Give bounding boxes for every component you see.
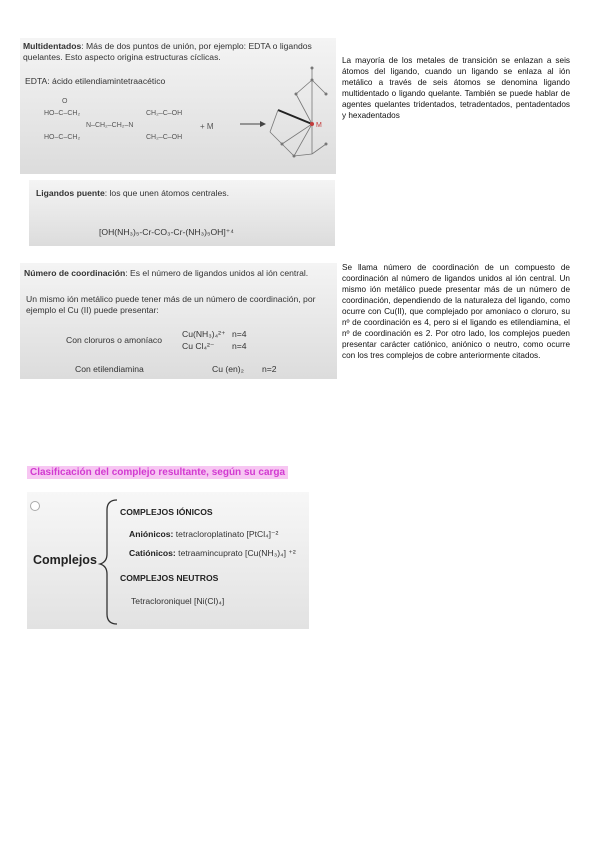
plus-metal: + M [200,122,214,131]
cationic-term: Catiónicos: [129,548,176,558]
coordination-number-panel [20,263,337,379]
row1-n-a: n=4 [232,329,247,339]
coordination-definition [24,268,308,279]
ionic-header: COMPLEJOS IÓNICOS [120,507,213,517]
row1-formula-b: Cu Cl₄²⁻ [182,341,215,351]
coordination-line2: Un mismo ión metálico puede tener más de un número de coordinación, por [26,294,316,304]
row1-label: Con cloruros o amoníaco [66,335,163,345]
multidentate-panel [20,38,336,174]
row2-label: Con etilendiamina [75,364,144,374]
anionic-item [129,529,278,540]
multidentate-description: La mayoría de los metales de transición se enlazan a seis átomos del ligando, cuando un ligando se enlaza al ión metálico a través de seis átomos se denomina ligando multidentado o ligando quelante. También se puede hablar de agentes quelantes tridentados, tetradentados, pentadentados y hexadentados [342,56,570,120]
coordination-text: : Es el número de ligandos unidos al ión central. [125,268,309,278]
row2-formula: Cu (en)₂ [212,364,244,374]
neutral-header: COMPLEJOS NEUTROS [120,573,219,583]
cationic-text: tetraamincuprato [Cu(NH₃)₄] ⁺² [175,548,296,558]
edta-right-arm-2: CH₂–C–OH [146,134,183,141]
multidentate-term: Multidentados [23,41,82,51]
chelate-complex-diagram [230,48,330,168]
anionic-text: tetracloroplatinato [PtCl₄]⁻² [173,529,279,539]
classification-title: Clasificación del complejo resultante, según su carga [27,466,288,479]
bullet-icon [30,501,40,511]
coordination-line3: ejemplo el Cu (II) puede presentar: [26,305,159,315]
row1-n-b: n=4 [232,341,247,351]
bridging-term: Ligandos puente [36,188,105,198]
edta-center-chain: N–CH₂–CH₂–N [86,122,134,129]
edta-left-arm-1: HO–C–CH₂ [44,110,81,117]
bridging-ligand-panel [29,180,335,246]
edta-right-arm-1: CH₂–C–OH [146,110,183,117]
edta-left-arm-2: HO–C–CH₂ [44,134,81,141]
neutral-item: Tetracloroniquel [Ni(Cl)₄] [131,596,225,606]
edta-carbonyl-o-top: O [62,98,68,105]
complex-metal-label: M [316,122,322,129]
row2-n: n=2 [262,364,277,374]
classification-panel [27,492,309,629]
anionic-term: Aniónicos: [129,529,174,539]
bridging-text: : los que unen átomos centrales. [104,188,229,198]
multidentate-line2: quelantes. Esto aspecto origina estructuras cíclicas. [23,52,221,62]
edta-label: EDTA: ácido etilendiamintetraacético [25,76,166,86]
bridging-definition [36,188,229,199]
row1-formula-a: Cu(NH₃)₄²⁺ [182,329,226,339]
coordination-description: Se llama número de coordinación de un compuesto de coordinación al número de ligandos unidos al ión central. Un mismo ión metálico puede presentar más de un número de coordinación, dependiendo de la naturaleza del ligando, como ocurre con Cu(II), que complejado por amoniaco o cloruro, su nº de coordinación es 4, pero si el ligando es etilendiamina, el nº de coordinación es 2. Por otro lado, los complejos pueden presentar carácter catiónico, aniónico o neutro, como ocurre con los tres complejos de cobre anteriormente citados. [342,263,570,360]
cationic-item [129,548,296,559]
bridging-formula: [OH(NH₃)₅-Cr-CO₃-Cr-(NH₃)₅OH]⁺⁴ [99,227,234,237]
multidentate-text: : Más de dos puntos de unión, por ejemplo: EDTA o ligandos [81,41,312,51]
coordination-term: Número de coordinación [24,268,126,278]
complejos-root-label: Complejos [33,553,97,567]
